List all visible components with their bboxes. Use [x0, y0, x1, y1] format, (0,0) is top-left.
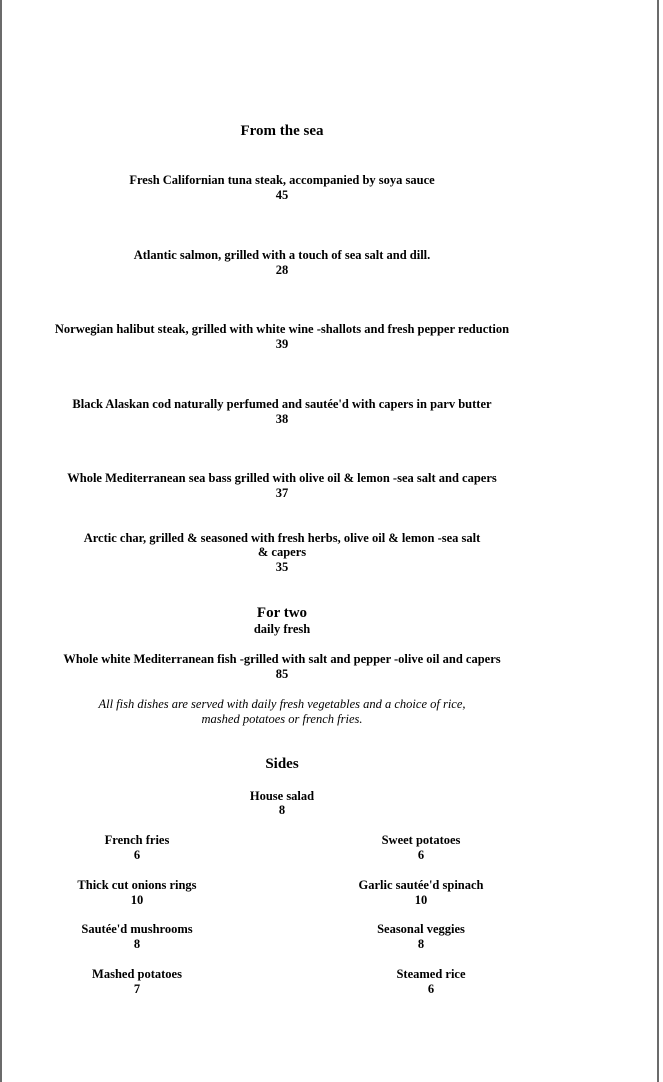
side-item-price: 8: [133, 937, 141, 951]
side-item-name: Sautée'd mushrooms: [81, 922, 193, 936]
side-item-price: 7: [133, 982, 141, 996]
side-item-name: Thick cut onions rings: [77, 878, 197, 892]
side-item-name: House salad: [249, 789, 315, 803]
side-item-price: 10: [414, 893, 428, 907]
side-item-price: 6: [417, 848, 425, 862]
menu-item-price: 37: [275, 486, 289, 500]
side-item-price: 10: [130, 893, 144, 907]
serving-note-line1: All fish dishes are served with daily fresh vegetables and a choice of rice,: [98, 697, 466, 711]
side-item-price: 8: [278, 803, 286, 817]
menu-item-price: 35: [275, 560, 289, 574]
side-item-price: 8: [417, 937, 425, 951]
serving-note-line2: mashed potatoes or french fries.: [201, 712, 363, 726]
side-item-price: 6: [427, 982, 435, 996]
side-item-name: Seasonal veggies: [377, 922, 465, 936]
menu-item-price: 28: [275, 263, 289, 277]
menu-item-name: Whole white Mediterranean fish -grilled with salt and pepper -olive oil and capers: [63, 652, 501, 666]
section-subtitle: daily fresh: [253, 622, 311, 636]
side-item-name: Steamed rice: [396, 967, 466, 981]
menu-item-name: Norwegian halibut steak, grilled with white wine -shallots and fresh pepper reduction: [54, 322, 510, 336]
side-item-name: Mashed potatoes: [92, 967, 182, 981]
section-title-sides: Sides: [265, 756, 299, 772]
menu-item-price: 45: [275, 188, 289, 202]
section-title-from-the-sea: From the sea: [240, 123, 324, 139]
side-item-price: 6: [133, 848, 141, 862]
side-item-name: Sweet potatoes: [381, 833, 461, 847]
menu-item-name: Atlantic salmon, grilled with a touch of sea salt and dill.: [133, 248, 431, 262]
menu-item-name-line1: Arctic char, grilled & seasoned with fresh herbs, olive oil & lemon -sea salt: [83, 531, 481, 545]
menu-item-price: 85: [275, 667, 289, 681]
menu-item-price: 38: [275, 412, 289, 426]
side-item-name: Garlic sautée'd spinach: [358, 878, 484, 892]
menu-item-name: Fresh Californian tuna steak, accompanied by soya sauce: [129, 173, 435, 187]
menu-item-name: Black Alaskan cod naturally perfumed and sautée'd with capers in parv butter: [72, 397, 492, 411]
section-title-for-two: For two: [256, 605, 308, 621]
menu-item-name: Whole Mediterranean sea bass grilled with olive oil & lemon -sea salt and capers: [67, 471, 497, 485]
menu-item-price: 39: [275, 337, 289, 351]
side-item-name: French fries: [104, 833, 170, 847]
menu-item-name-line2: & capers: [257, 545, 307, 559]
